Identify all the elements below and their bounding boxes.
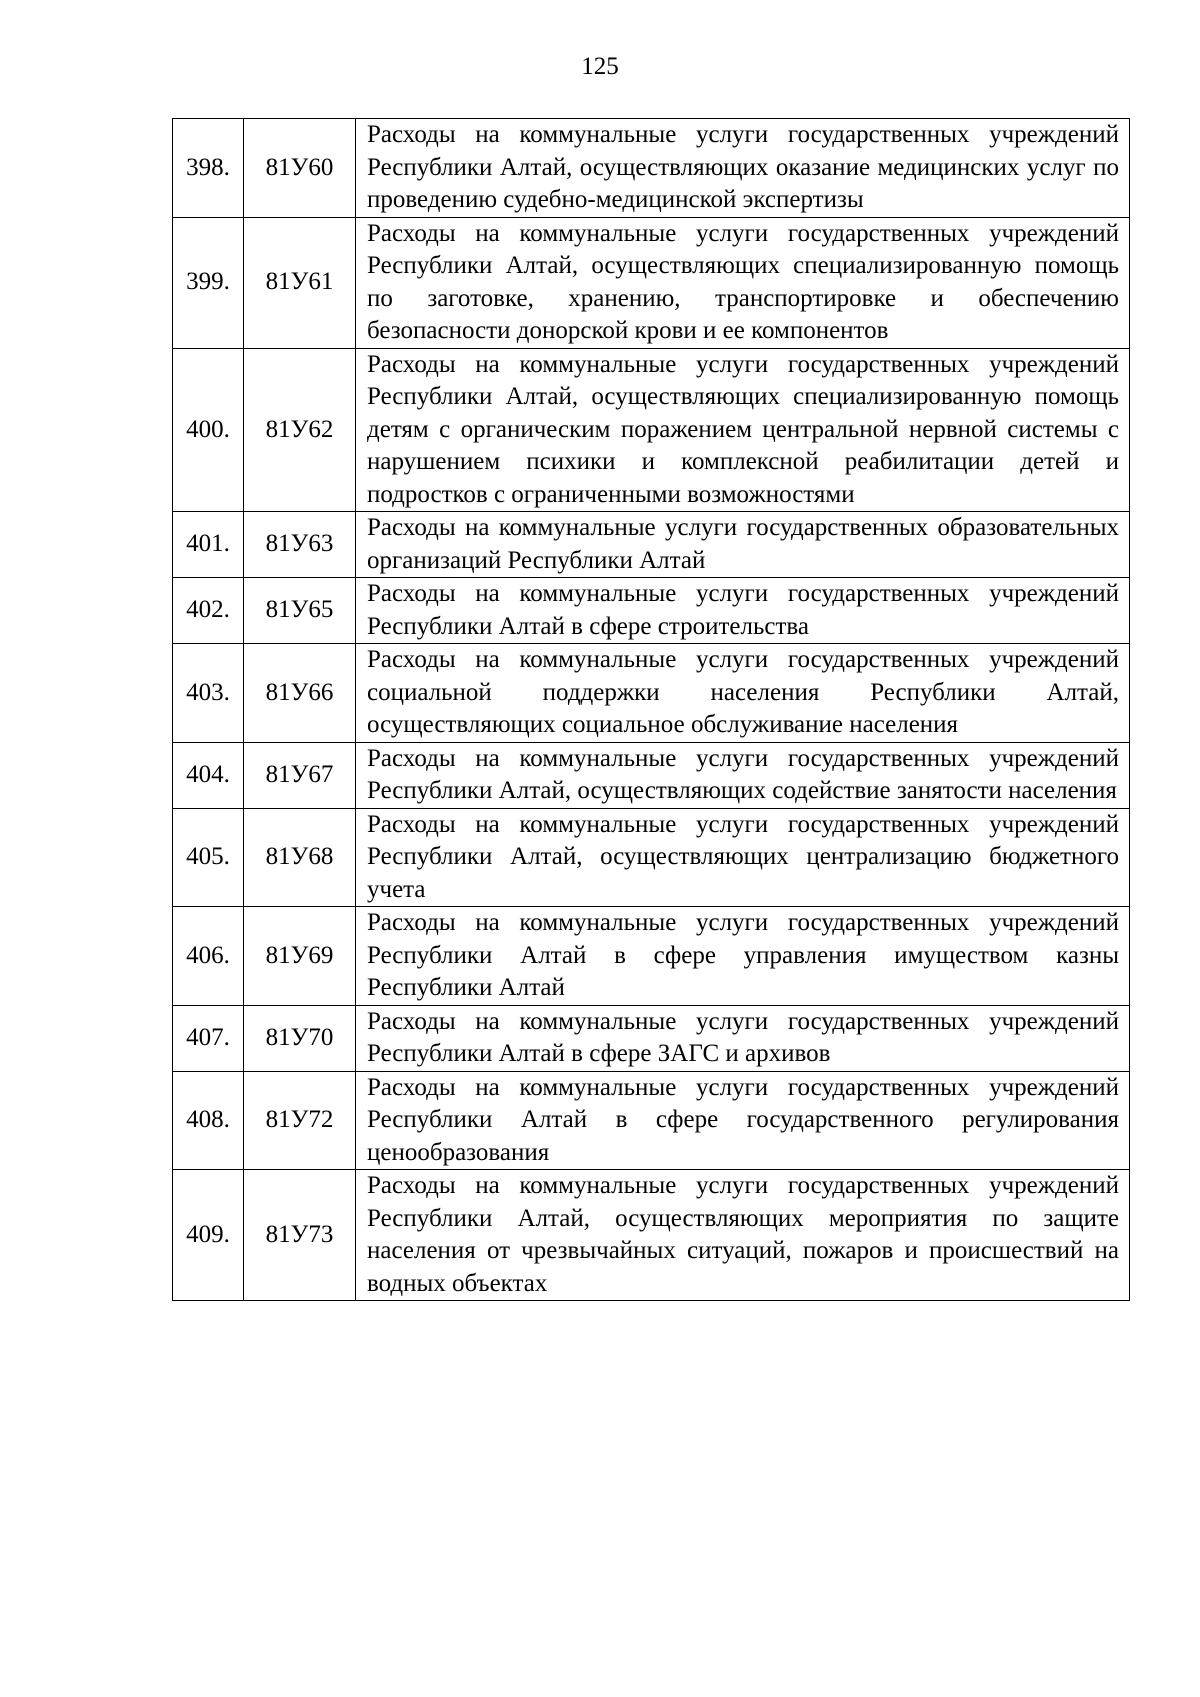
table-row: [173, 742, 1130, 808]
row-code: 81У65: [244, 578, 356, 644]
row-code: 81У70: [244, 1005, 356, 1071]
table-row: [173, 119, 1130, 218]
table-row: [173, 1170, 1130, 1301]
row-description: Расходы на коммунальные услуги государственных учреждений социальной поддержки населения Республики Алтай, осуществляющих социальное обслуживание населения: [356, 644, 1130, 743]
row-number: 408.: [173, 1071, 244, 1170]
table-row: [173, 217, 1130, 348]
table-row: [173, 1071, 1130, 1170]
table-row: [173, 348, 1130, 512]
row-number: 400.: [173, 348, 244, 512]
page-number: 125: [581, 53, 619, 80]
row-number: 409.: [173, 1170, 244, 1301]
row-code: 81У60: [244, 119, 356, 218]
row-code: 81У67: [244, 742, 356, 808]
table-row: [173, 907, 1130, 1006]
row-code: 81У61: [244, 217, 356, 348]
row-code: 81У63: [244, 512, 356, 578]
row-code: 81У69: [244, 907, 356, 1006]
row-number: 405.: [173, 808, 244, 907]
row-number: 401.: [173, 512, 244, 578]
row-code: 81У68: [244, 808, 356, 907]
row-number: 407.: [173, 1005, 244, 1071]
table-row: [173, 1005, 1130, 1071]
row-description: Расходы на коммунальные услуги государственных учреждений Республики Алтай в сфере строительства: [356, 578, 1130, 644]
row-code: 81У62: [244, 348, 356, 512]
row-description: Расходы на коммунальные услуги государственных учреждений Республики Алтай, осуществляющих содействие занятости населения: [356, 742, 1130, 808]
row-code: 81У66: [244, 644, 356, 743]
table-row: [173, 644, 1130, 743]
row-number: 404.: [173, 742, 244, 808]
row-description: Расходы на коммунальные услуги государственных учреждений Республики Алтай, осуществляющих централизацию бюджетного учета: [356, 808, 1130, 907]
row-description: Расходы на коммунальные услуги государственных образовательных организаций Республики Алтай: [356, 512, 1130, 578]
row-description: Расходы на коммунальные услуги государственных учреждений Республики Алтай, осуществляющих оказание медицинских услуг по проведению судебно-медицинской экспертизы: [356, 119, 1130, 218]
table-row: [173, 808, 1130, 907]
row-description: Расходы на коммунальные услуги государственных учреждений Республики Алтай в сфере государственного регулирования ценообразования: [356, 1071, 1130, 1170]
row-number: 398.: [173, 119, 244, 218]
expense-codes-table: [172, 118, 1130, 1301]
table-row: [173, 512, 1130, 578]
row-description: Расходы на коммунальные услуги государственных учреждений Республики Алтай, осуществляющих специализированную помощь детям с органическим поражением центральной нервной системы с нарушением психики и комплексной реабилитации детей и подростков с ограниченными возможностями: [356, 348, 1130, 512]
row-description: Расходы на коммунальные услуги государственных учреждений Республики Алтай в сфере ЗАГС и архивов: [356, 1005, 1130, 1071]
row-code: 81У72: [244, 1071, 356, 1170]
row-code: 81У73: [244, 1170, 356, 1301]
row-description: Расходы на коммунальные услуги государственных учреждений Республики Алтай, осуществляющих специализированную помощь по заготовке, хранению, транспортировке и обеспечению безопасности донорской крови и ее компонентов: [356, 217, 1130, 348]
row-description: Расходы на коммунальные услуги государственных учреждений Республики Алтай в сфере управления имуществом казны Республики Алтай: [356, 907, 1130, 1006]
row-description: Расходы на коммунальные услуги государственных учреждений Республики Алтай, осуществляющих мероприятия по защите населения от чрезвычайных ситуаций, пожаров и происшествий на водных объектах: [356, 1170, 1130, 1301]
row-number: 403.: [173, 644, 244, 743]
row-number: 399.: [173, 217, 244, 348]
row-number: 402.: [173, 578, 244, 644]
row-number: 406.: [173, 907, 244, 1006]
table-row: [173, 578, 1130, 644]
